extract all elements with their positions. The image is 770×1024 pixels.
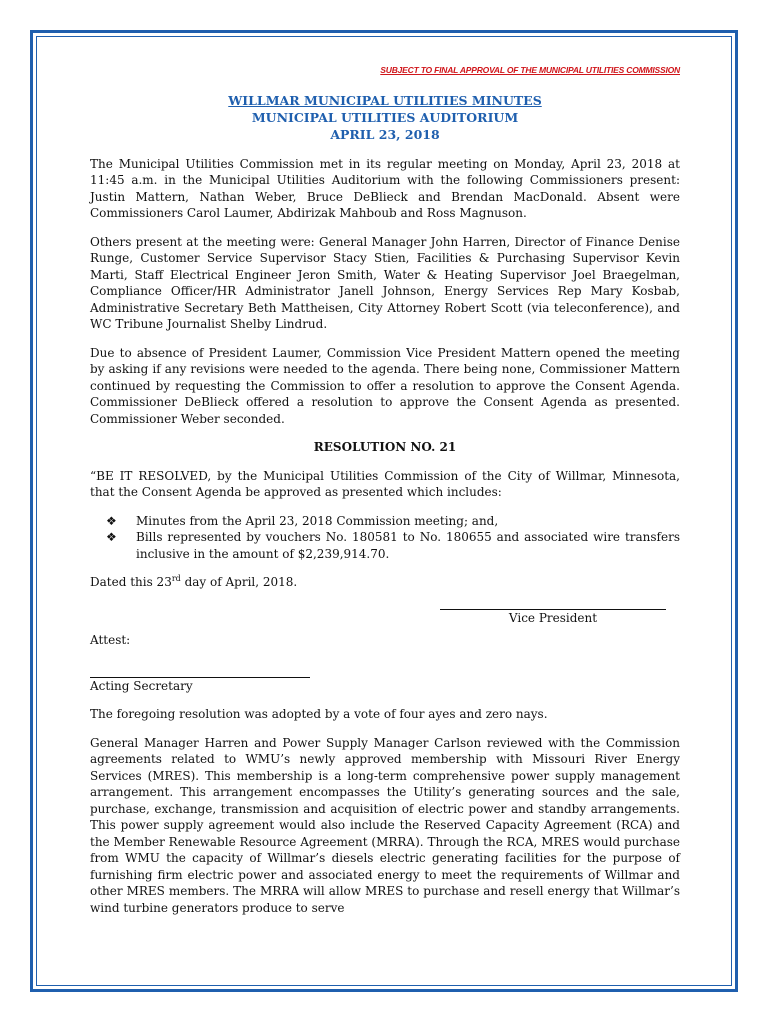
consent-agenda-list <box>90 513 680 563</box>
document-title: WILLMAR MUNICIPAL UTILITIES MINUTES <box>228 92 542 108</box>
list-item-text: Bills represented by vouchers No. 180581 to No. 180655 and associated wire transfers inclusive in the amount of $2,239,914.70. <box>136 530 680 561</box>
dated-suffix-ordinal: rd <box>171 574 181 583</box>
mres-agreement-paragraph: General Manager Harren and Power Supply Manager Carlson reviewed with the Commission agreements related to WMU’s newly approved membership with Missouri River Energy Services (MRES). This membership is a long-term comprehensive power supply management arrangement. This arrangement encompasses the Utility’s generating sources and the sale, purchase, exchange, transmission and acquisition of electric power and standby arrangements. This power supply agreement would also include the Reserved Capacity Agreement (RCA) and the Member Renewable Resource Agreement (MRRA). Through the RCA, MRES would purchase from WMU the capacity of Willmar’s diesels electric generating facilities for the purpose of furnishing firm electric power and associated energy to meet the requirements of Willmar and other MRES members. The MRRA will allow MRES to purchase and resell energy that Willmar’s wind turbine generators produce to serve <box>90 735 680 915</box>
list-item <box>106 513 680 530</box>
approval-note: SUBJECT TO FINAL APPROVAL OF THE MUNICIPAL UTILITIES COMMISSION <box>380 65 680 75</box>
vice-president-label: Vice President <box>508 610 598 625</box>
secretary-signature-line <box>90 663 310 678</box>
opening-paragraph: Due to absence of President Laumer, Commission Vice President Mattern opened the meeting by asking if any revisions were needed to the agenda. There being none, Commissioner Mattern continued by requesting the Commission to offer a resolution to approve the Consent Agenda. Commissioner DeBlieck offered a resolution to approve the Consent Agenda as presented. Commissioner Weber seconded. <box>90 345 680 426</box>
date-heading: APRIL 23, 2018 <box>330 126 440 142</box>
acting-secretary-label: Acting Secretary <box>90 678 193 693</box>
others-present-paragraph: Others present at the meeting were: General Manager John Harren, Director of Finance Denise Runge, Customer Service Supervisor Stacy Stien, Facilities & Purchasing Supervisor Kevin Marti, Staff Electrical Engineer Jeron Smith, Water & Heating Supervisor Joel Braegelman, Compliance Officer/HR Administrator Janell Johnson, Energy Services Rep Mary Kosbab, Administrative Secretary Beth Mattheisen, City Attorney Robert Scott (via teleconference), and WC Tribune Journalist Shelby Lindrud. <box>90 234 680 331</box>
vote-result-paragraph: The foregoing resolution was adopted by a vote of four ayes and zero nays. <box>90 707 548 721</box>
diamond-bullet-icon: ❖ <box>106 513 117 528</box>
dated-suffix: day of April, 2018. <box>180 575 298 589</box>
document-page <box>90 62 680 928</box>
vice-president-signature-line <box>440 595 666 610</box>
dated-prefix: Dated this 23 <box>90 575 172 589</box>
resolution-text: “BE IT RESOLVED, by the Municipal Utilities Commission of the City of Willmar, Minnesota, that the Consent Agenda be approved as presented which includes: <box>90 468 680 499</box>
location-heading: MUNICIPAL UTILITIES AUDITORIUM <box>251 109 519 125</box>
list-item-text: Minutes from the April 23, 2018 Commission meeting; and, <box>136 513 499 528</box>
list-item <box>106 529 680 562</box>
attendance-paragraph: The Municipal Utilities Commission met in its regular meeting on Monday, April 23, 2018 at 11:45 a.m. in the Municipal Utilities Auditorium with the following Commissioners present: Justin Mattern, Nathan Weber, Bruce DeBlieck and Brendan MacDonald. Absent were Commissioners Carol Laumer, Abdirizak Mahboub and Ross Magnuson. <box>90 156 680 220</box>
attest-label: Attest: <box>90 633 131 647</box>
resolution-title: RESOLUTION NO. 21 <box>313 440 457 454</box>
dated-line <box>90 574 680 591</box>
diamond-bullet-icon: ❖ <box>106 530 117 544</box>
